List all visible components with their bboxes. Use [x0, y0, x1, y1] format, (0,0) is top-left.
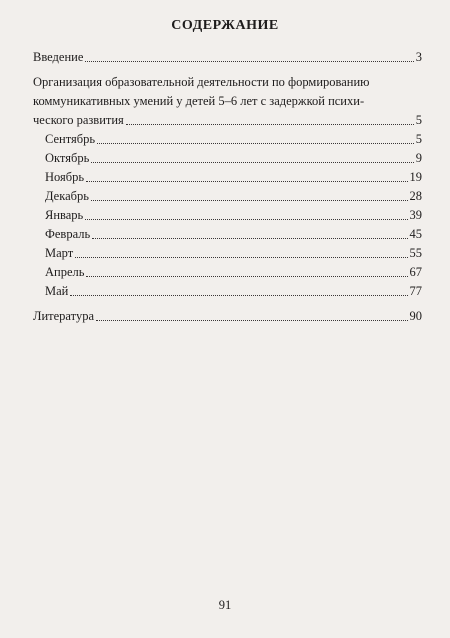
- leader-dots: [91, 200, 408, 201]
- leader-dots: [85, 61, 413, 62]
- toc-entry-page: 19: [409, 170, 422, 184]
- toc-entry-intro: [33, 48, 422, 67]
- toc-entry-page: 39: [409, 208, 422, 222]
- section-line-1: Организация образовательной деятельности по формированию: [33, 75, 370, 89]
- leader-dots: [96, 320, 408, 321]
- leader-dots: [75, 257, 407, 258]
- toc-entry-month: [33, 168, 422, 187]
- toc-entry-month: [33, 282, 422, 301]
- toc-entry-label: Сентябрь: [45, 132, 96, 146]
- toc-entry-page: 9: [415, 151, 422, 165]
- toc-entry-label: Ноябрь: [45, 170, 85, 184]
- toc-entry-month: [33, 130, 422, 149]
- toc-entry-label: Октябрь: [45, 151, 90, 165]
- toc-entry-label: Май: [45, 284, 69, 298]
- toc-entry-month: [33, 263, 422, 282]
- leader-dots: [86, 181, 407, 182]
- toc-entry-page: 55: [409, 246, 422, 260]
- toc-entry-label: Литература: [33, 309, 94, 323]
- page-title: СОДЕРЖАНИЕ: [171, 18, 279, 33]
- toc-entry-month: [33, 244, 422, 263]
- toc-entry-label: ческого развития: [33, 113, 124, 127]
- toc-entry-page: 5: [415, 113, 422, 127]
- leader-dots: [92, 238, 407, 239]
- page-number: 91: [218, 598, 232, 612]
- leader-dots: [70, 295, 407, 296]
- table-of-contents: [33, 48, 422, 326]
- toc-entry-label: Введение: [33, 50, 84, 64]
- leader-dots: [86, 276, 407, 277]
- section-line-3: [33, 111, 422, 130]
- leader-dots: [126, 124, 414, 125]
- toc-entry-label: Апрель: [45, 265, 85, 279]
- section-line-2: коммуникативных умений у детей 5–6 лет с задержкой психи-: [33, 94, 365, 108]
- leader-dots: [97, 143, 414, 144]
- leader-dots: [85, 219, 407, 220]
- toc-entry-page: 77: [409, 284, 422, 298]
- toc-entry-label: Февраль: [45, 227, 91, 241]
- toc-entry-month: [33, 187, 422, 206]
- toc-entry-label: Март: [45, 246, 74, 260]
- toc-entry-month: [33, 206, 422, 225]
- toc-entry-page: 3: [415, 50, 422, 64]
- toc-entry-page: 45: [409, 227, 422, 241]
- toc-entry-literature: [33, 307, 422, 326]
- month-list: [33, 130, 422, 301]
- toc-entry-label: Январь: [45, 208, 84, 222]
- toc-entry-page: 67: [409, 265, 422, 279]
- toc-entry-month: [33, 149, 422, 168]
- toc-entry-section: [33, 73, 422, 130]
- leader-dots: [91, 162, 413, 163]
- toc-entry-month: [33, 225, 422, 244]
- toc-entry-page: 90: [409, 309, 422, 323]
- toc-entry-page: 28: [409, 189, 422, 203]
- toc-entry-page: 5: [415, 132, 422, 146]
- toc-entry-label: Декабрь: [45, 189, 89, 203]
